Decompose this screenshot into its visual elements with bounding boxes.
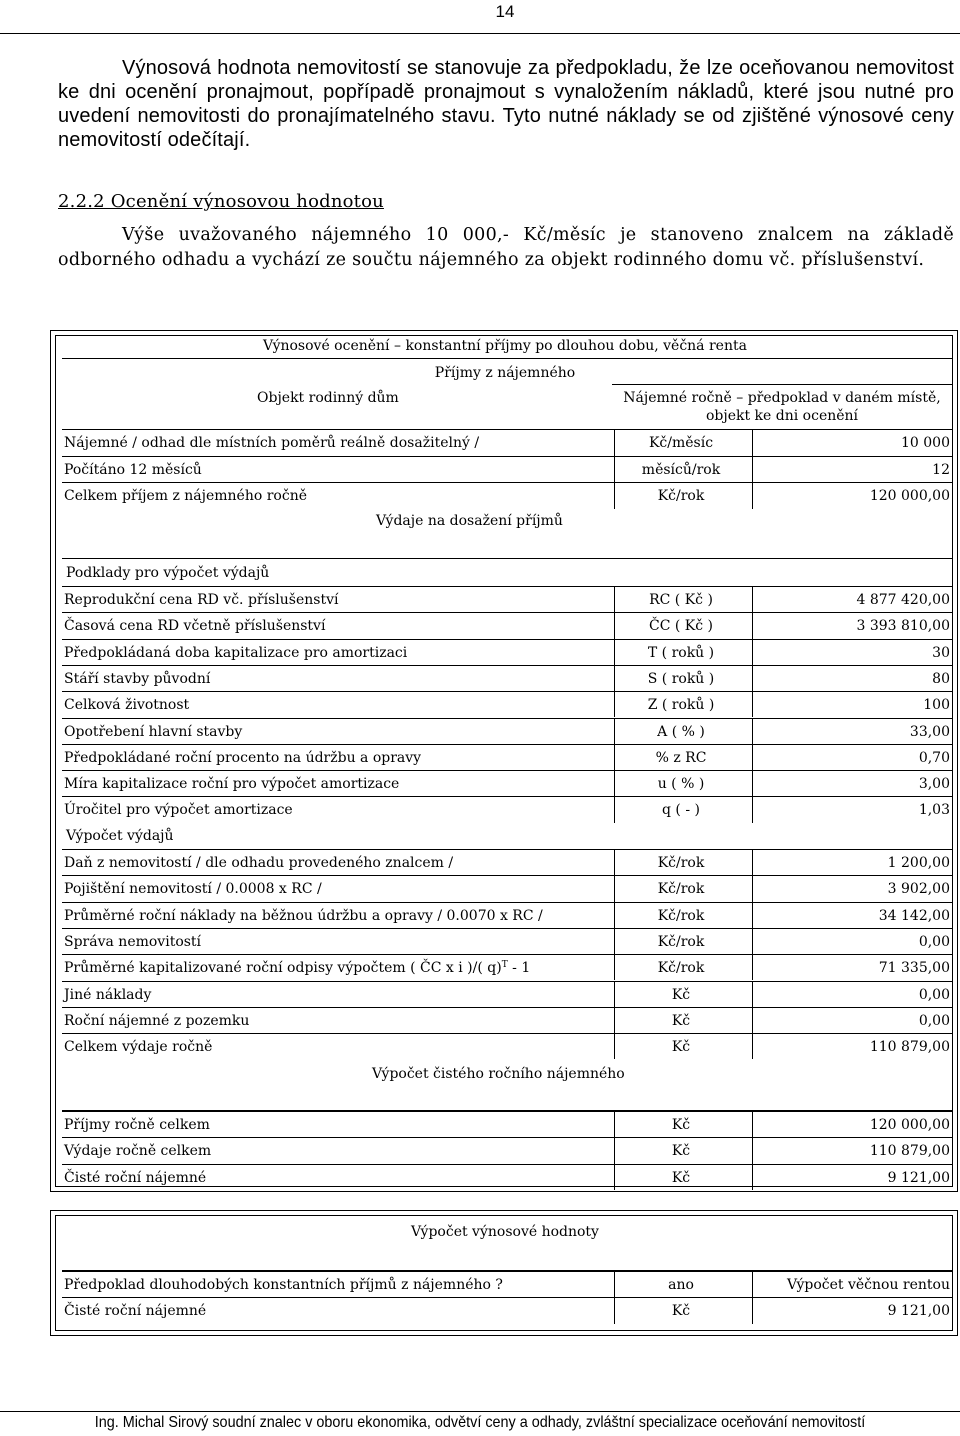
basis-heading: Podklady pro výpočet výdajů	[66, 565, 270, 581]
column-rule	[752, 928, 753, 954]
column-rule	[752, 875, 753, 901]
row-label: Celková životnost	[64, 697, 190, 714]
row-value: Výpočet věčnou rentou	[786, 1277, 950, 1293]
header-rule	[0, 33, 960, 34]
row-unit: Kč/rok	[657, 855, 705, 871]
column-rule	[614, 586, 615, 612]
row-rule	[62, 718, 952, 719]
row-label: Čisté roční nájemné	[64, 1303, 207, 1320]
row-value: 71 335,00	[878, 960, 950, 977]
table-row	[62, 750, 952, 768]
row-unit: ČC ( Kč )	[649, 618, 713, 635]
row-rule	[62, 639, 952, 640]
table2-title: Výpočet výnosové hodnoty	[411, 1224, 599, 1240]
row-unit: ano	[668, 1277, 694, 1293]
table-row	[62, 1117, 952, 1135]
column-rule	[614, 1007, 615, 1033]
table-row	[62, 1013, 952, 1031]
row-label-main: Průměrné kapitalizované roční odpisy výpočtem ( ČC x i )/( q)	[64, 960, 502, 977]
page-number: 14	[495, 2, 515, 21]
row-label-tail: - 1	[507, 960, 531, 977]
row-label: Celkem výdaje ročně	[64, 1039, 213, 1056]
row-rule	[62, 456, 952, 457]
row-label: Reprodukční cena RD vč. příslušenství	[64, 592, 339, 608]
table-row	[62, 881, 952, 899]
column-rule	[752, 849, 753, 875]
row-value: 100	[923, 697, 950, 714]
row-value: 0,70	[918, 749, 950, 766]
column-rule	[614, 665, 615, 691]
row-unit: % z RC	[655, 749, 707, 766]
rent-note-line1: Nájemné ročně – předpoklad v daném místě,	[623, 390, 941, 406]
row-label: Počítáno 12 měsíců	[64, 461, 202, 478]
row-value: 120 000,00	[869, 488, 950, 504]
row-label: Daň z nemovitostí / dle odhadu provedeného znalcem /	[64, 855, 454, 871]
row-rule	[62, 1271, 952, 1272]
table-row	[62, 855, 952, 873]
column-rule	[752, 665, 753, 691]
row-value: 80	[932, 670, 950, 687]
object-label: Objekt rodinný dům	[257, 390, 399, 406]
row-label: Míra kapitalizace roční pro výpočet amortizace	[64, 776, 400, 793]
table-row	[62, 488, 952, 506]
row-label: Předpokládané roční procento na údržbu a opravy	[64, 749, 422, 766]
table-row	[62, 934, 952, 952]
row-unit: měsíců/rok	[641, 461, 721, 478]
calc-heading: Výpočet výdajů	[66, 828, 174, 844]
row-rule	[62, 586, 952, 587]
column-rule	[614, 691, 615, 717]
column-rule	[614, 796, 615, 822]
column-rule	[752, 1111, 753, 1137]
row-unit: Kč/měsíc	[648, 435, 714, 451]
row-value: 1 200,00	[887, 855, 950, 871]
table1-title: Výnosové ocenění – konstantní příjmy po dlouhou dobu, věčná renta	[263, 338, 747, 354]
row-value: 0,00	[918, 933, 950, 950]
row-rule	[62, 1164, 952, 1165]
row-value: 4 877 420,00	[856, 592, 950, 608]
row-value: 9 121,00	[887, 1169, 950, 1186]
row-rule	[62, 1007, 952, 1008]
row-label: Celkem příjem z nájemného ročně	[64, 488, 308, 504]
column-rule	[752, 954, 753, 980]
table-row	[62, 724, 952, 742]
column-rule	[752, 1033, 753, 1059]
table-row	[62, 1143, 952, 1161]
row-label: Stáří stavby původní	[64, 670, 211, 687]
column-rule	[752, 1164, 753, 1190]
row-rule	[62, 429, 952, 430]
column-rule	[752, 796, 753, 822]
column-rule	[614, 954, 615, 980]
row-value: 3 902,00	[887, 881, 950, 898]
table-row	[62, 592, 952, 610]
row-label: Průměrné roční náklady na běžnou údržbu a opravy / 0.0070 x RC /	[64, 907, 543, 924]
row-rule	[62, 1033, 952, 1034]
row-unit: RC ( Kč )	[649, 592, 713, 608]
row-label: Úročitel pro výpočet amortizace	[64, 802, 293, 819]
row-label: Předpoklad dlouhodobých konstantních příjmů z nájemného ?	[64, 1277, 503, 1293]
row-label: Pojištění nemovitostí / 0.0008 x RC /	[64, 881, 322, 898]
column-rule	[614, 770, 615, 796]
table-row	[62, 462, 952, 480]
row-unit: Kč/rok	[657, 881, 705, 898]
footer-rule	[0, 1411, 960, 1412]
row-rule	[62, 849, 952, 850]
table-row	[62, 776, 952, 794]
row-value: 30	[932, 644, 950, 661]
row-value: 120 000,00	[869, 1117, 950, 1133]
row-label	[64, 960, 530, 977]
column-rule	[752, 981, 753, 1007]
row-rule	[62, 1111, 952, 1112]
row-value: 10 000	[901, 435, 950, 451]
section-paragraph: Výše uvažovaného nájemného 10 000,- Kč/měsíc je stanoveno znalcem na základě odborného odhadu a vychází ze součtu nájemného za objekt rodinného domu vč. příslušenství.	[58, 225, 954, 270]
column-rule	[752, 639, 753, 665]
row-unit: Kč/rok	[657, 960, 705, 977]
table-row	[62, 697, 952, 715]
row-value: 9 121,00	[887, 1303, 950, 1320]
row-unit: u ( % )	[657, 776, 705, 793]
row-label: Předpokládaná doba kapitalizace pro amortizaci	[64, 644, 408, 661]
row-label: Čisté roční nájemné	[64, 1169, 207, 1186]
column-rule	[752, 691, 753, 717]
column-rule	[614, 928, 615, 954]
column-rule	[614, 981, 615, 1007]
expenses-heading: Výdaje na dosažení příjmů	[376, 513, 563, 529]
row-unit: A ( % )	[657, 723, 705, 740]
row-unit: T ( roků )	[647, 644, 715, 661]
row-rule	[62, 902, 952, 903]
footer-text: Ing. Michal Sirový soudní znalec v oboru ekonomika, odvětví ceny a odhady, zvláštní specializace oceňování nemovitostí	[94, 1414, 866, 1431]
column-rule	[752, 1137, 753, 1163]
column-rule	[614, 902, 615, 928]
row-unit: Kč/rok	[657, 933, 705, 950]
column-rule	[752, 718, 753, 744]
table-row	[62, 1277, 952, 1295]
table-row	[62, 618, 952, 636]
row-value: 3,00	[918, 776, 950, 793]
table-row	[62, 908, 952, 926]
row-rule	[62, 744, 952, 745]
column-rule	[752, 1271, 753, 1297]
column-rule	[614, 744, 615, 770]
row-rule	[62, 928, 952, 929]
table-row	[62, 1170, 952, 1188]
column-rule	[752, 586, 753, 612]
row-label: Správa nemovitostí	[64, 933, 202, 950]
column-rule	[752, 902, 753, 928]
table1-subtitle: Příjmy z nájemného	[434, 365, 576, 381]
row-rule	[62, 665, 952, 666]
row-unit: Z ( roků )	[647, 697, 715, 714]
row-unit: Kč	[671, 1169, 691, 1186]
column-rule	[614, 1111, 615, 1137]
table-row	[62, 960, 952, 978]
table-row	[62, 1039, 952, 1057]
row-value: 0,00	[918, 1012, 950, 1029]
row-value: 0,00	[918, 986, 950, 1003]
row-label: Roční nájemné z pozemku	[64, 1012, 250, 1029]
net-heading: Výpočet čistého ročního nájemného	[372, 1066, 625, 1082]
row-label: Opotřebení hlavní stavby	[64, 723, 243, 740]
column-rule	[752, 429, 753, 456]
row-value: 12	[932, 461, 950, 478]
column-rule	[614, 1033, 615, 1059]
row-unit: S ( roků )	[647, 670, 715, 687]
row-rule	[62, 482, 952, 483]
column-rule	[752, 770, 753, 796]
row-value: 3 393 810,00	[856, 618, 950, 635]
row-unit: Kč	[671, 986, 691, 1003]
row-rule	[62, 691, 952, 692]
column-rule	[614, 1137, 615, 1163]
column-rule	[614, 875, 615, 901]
row-unit: Kč	[671, 1039, 691, 1056]
column-rule	[614, 1297, 615, 1323]
row-unit: Kč/rok	[657, 488, 705, 504]
row-unit: Kč	[671, 1143, 691, 1160]
column-rule	[752, 744, 753, 770]
column-rule	[752, 456, 753, 483]
column-rule	[614, 718, 615, 744]
section-heading: 2.2.2 Ocenění výnosovou hodnotou	[58, 191, 384, 212]
row-label: Nájemné / odhad dle místních poměrů reálně dosažitelný /	[64, 435, 480, 451]
column-rule	[614, 456, 615, 483]
column-rule	[614, 849, 615, 875]
row-value: 34 142,00	[878, 907, 950, 924]
row-rule	[62, 875, 952, 876]
table-row	[62, 671, 952, 689]
row-unit: Kč/rok	[657, 907, 705, 924]
row-label-superscript: T	[501, 960, 508, 971]
row-value: 33,00	[909, 723, 950, 740]
row-label: Příjmy ročně celkem	[64, 1117, 210, 1133]
row-value: 1,03	[918, 802, 950, 819]
row-unit: Kč	[671, 1117, 691, 1133]
row-rule	[62, 954, 952, 955]
row-unit: Kč	[671, 1012, 691, 1029]
table-row	[62, 645, 952, 663]
row-value: 110 879,00	[869, 1039, 950, 1056]
row-unit: Kč	[671, 1303, 691, 1320]
table-row	[62, 1303, 952, 1321]
column-rule	[614, 429, 615, 456]
row-rule	[62, 981, 952, 982]
column-rule	[614, 1271, 615, 1297]
table-row	[62, 987, 952, 1005]
row-rule	[62, 796, 952, 797]
row-label: Výdaje ročně celkem	[64, 1143, 212, 1160]
column-rule	[752, 1007, 753, 1033]
row-label: Časová cena RD včetně příslušenství	[64, 618, 326, 635]
row-rule	[62, 770, 952, 771]
column-rule	[614, 482, 615, 509]
rent-note-line2: objekt ke dni ocenění	[705, 408, 859, 424]
row-label: Jiné náklady	[64, 986, 152, 1003]
table-row	[62, 435, 952, 453]
column-rule	[614, 1164, 615, 1190]
column-rule	[752, 1297, 753, 1323]
row-value: 110 879,00	[869, 1143, 950, 1160]
table-row	[62, 802, 952, 820]
row-rule	[62, 1137, 952, 1138]
row-rule	[62, 1297, 952, 1298]
row-rule	[62, 612, 952, 613]
row-unit: q ( - )	[662, 802, 700, 819]
intro-paragraph: Výnosová hodnota nemovitostí se stanovuje za předpokladu, že lze oceňovanou nemovitost ke dni ocenění pronajmout, popřípadě pronajmout s vynaložením nákladů, které jsou nutné pro uvedení nemovitosti do pronajímatelného stavu. Tyto nutné náklady se od zjištěné výnosové ceny nemovitostí odečítají.	[58, 57, 954, 151]
column-rule	[614, 639, 615, 665]
column-rule	[614, 612, 615, 638]
column-rule	[752, 482, 753, 509]
column-rule	[752, 612, 753, 638]
